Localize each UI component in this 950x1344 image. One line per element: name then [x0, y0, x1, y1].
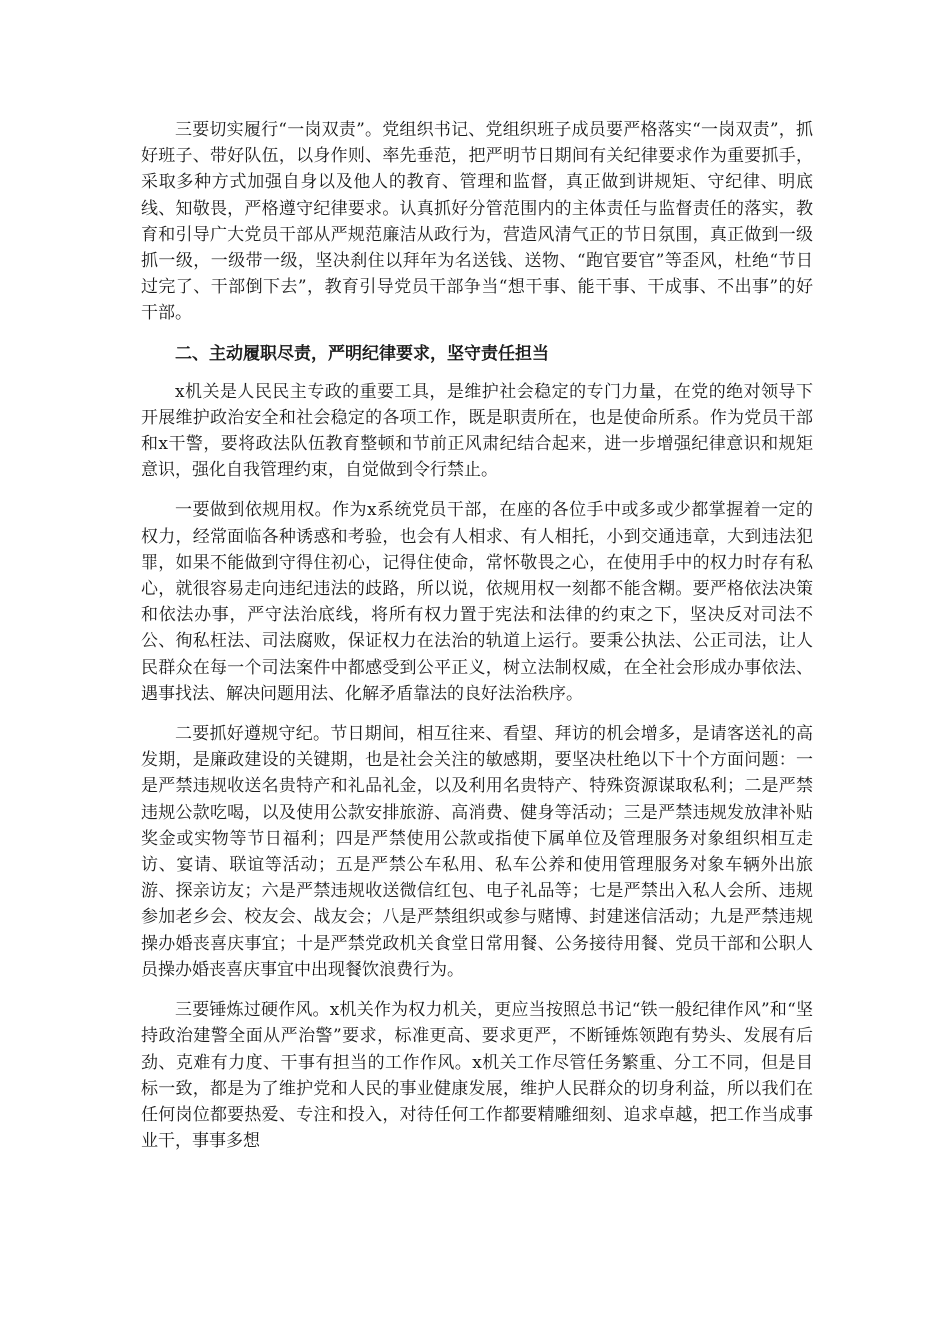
paragraph-use-power-lawfully: 一要做到依规用权。作为x系统党员干部，在座的各位手中或多或少都掌握着一定的权力，经常面临各种诱惑和考验，也会有人相求、有人相托，小到交通违章，大到违法犯罪，如果不能做到守得住初心，记得住使命，常怀敬畏之心，在使用手中的权力时存有私心，就很容易走向违纪违法的歧路，所以说，依规用权一刻都不能含糊。要严格依法决策和依法办事，严守法治底线，将所有权力置于宪法和法律的约束之下，坚决反对司法不公、徇私枉法、司法腐败，保证权力在法治的轨道上运行。要秉公执法、公正司法，让人民群众在每一个司法案件中都感受到公平正义，树立法制权威，在全社会形成办事依法、遇事找法、解决问题用法、化解矛盾靠法的良好法治秩序。: [141, 500, 813, 704]
paragraph-dual-responsibility: 三要切实履行“一岗双责”。党组织书记、党组织班子成员要严格落实“一岗双责”，抓好班子、带好队伍，以身作则、率先垂范，把严明节日期间有关纪律要求作为重要抓手，采取多种方式加强自身以及他人的教育、管理和监督，真正做到讲规矩、守纪律、明底线、知敬畏，严格遵守纪律要求。认真抓好分管范围内的主体责任与监督责任的落实，教育和引导广大党员干部从严规范廉洁从政行为，营造风清气正的节日氛围，真正做到一级抓一级，一级带一级，坚决刹住以拜年为名送钱、送物、“跑官要官”等歪风，杜绝“节日过完了、干部倒下去”，教育引导党员干部争当“想干事、能干事、干成事、不出事”的好干部。: [141, 120, 813, 324]
section-heading-two: 二、主动履职尽责，严明纪律要求，坚守责任担当: [175, 343, 549, 364]
paragraph-forge-work-style: 三要锤炼过硬作风。x机关作为权力机关，更应当按照总书记“铁一般纪律作风”和“坚持政治建警全面从严治警”要求，标准更高、要求更严，不断锤炼领跑有势头、发展有后劲、克难有力度、干事有担当的工作作风。x机关工作尽管任务繁重、分工不同，但是目标一致，都是为了维护党和人民的事业健康发展，维护人民群众的切身利益，所以我们在任何岗位都要热爱、专注和投入，对待任何工作都要精雕细刻、追求卓越，把工作当成事业干，事事多想: [141, 1000, 813, 1152]
paragraph-organ-intro: x机关是人民民主专政的重要工具，是维护社会稳定的专门力量，在党的绝对领导下开展维护政治安全和社会稳定的各项工作，既是职责所在，也是使命所系。作为党员干部和x干警，要将政法队伍教育整顿和节前正风肃纪结合起来，进一步增强纪律意识和规矩意识，强化自我管理约束，自觉做到令行禁止。: [141, 381, 813, 481]
paragraph-observe-discipline: 二要抓好遵规守纪。节日期间，相互往来、看望、拜访的机会增多，是请客送礼的高发期，是廉政建设的关键期，也是社会关注的敏感期，要坚决杜绝以下十个方面问题：一是严禁违规收送名贵特产和礼品礼金，以及利用名贵特产、特殊资源谋取私利；二是严禁违规公款吃喝，以及使用公款安排旅游、高消费、健身等活动；三是严禁违规发放津补贴奖金或实物等节日福利；四是严禁使用公款或指使下属单位及管理服务对象组织相互走访、宴请、联谊等活动；五是严禁公车私用、私车公养和使用管理服务对象车辆外出旅游、探亲访友；六是严禁违规收送微信红包、电子礼品等；七是严禁出入私人会所、违规参加老乡会、校友会、战友会；八是严禁组织或参与赌博、封建迷信活动；九是严禁违规操办婚丧喜庆事宜；十是严禁党政机关食堂日常用餐、公务接待用餐、党员干部和公职人员操办婚丧喜庆事宜中出现餐饮浪费行为。: [141, 724, 813, 980]
document-page: [141, 117, 813, 1168]
